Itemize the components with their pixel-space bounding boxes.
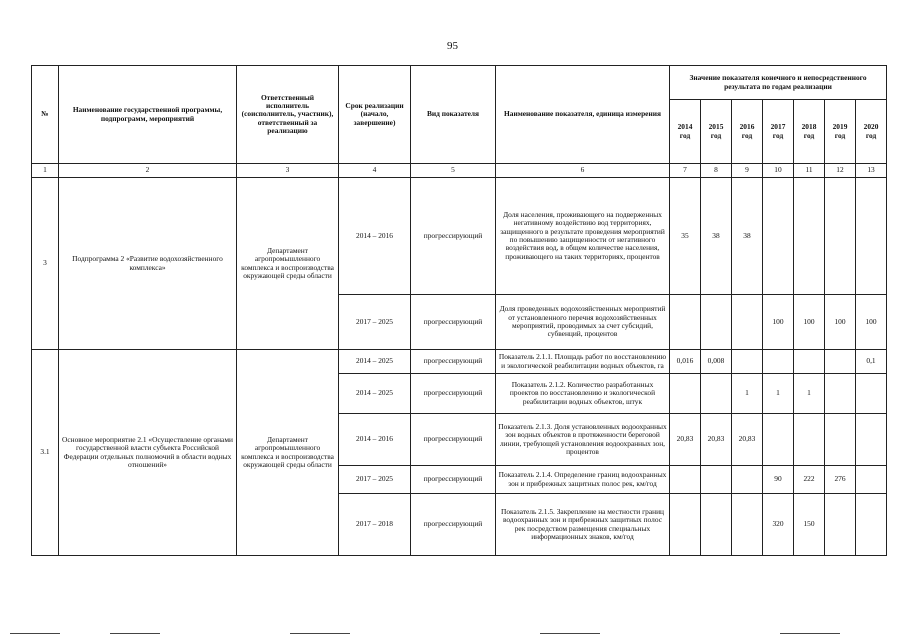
indicator-value bbox=[856, 494, 887, 556]
column-number: 4 bbox=[339, 164, 411, 178]
column-number: 8 bbox=[701, 164, 732, 178]
indicator-name: Показатель 2.1.2. Количество разработанных проектов по восстановлению и экологической реабилитации водных объектов, штук bbox=[496, 374, 670, 414]
indicator-value bbox=[794, 350, 825, 374]
indicator-value bbox=[794, 414, 825, 466]
indicator-name: Показатель 2.1.4. Определение границ водоохранных зон и прибрежных защитных полос рек, км/год bbox=[496, 466, 670, 494]
indicator-value bbox=[701, 295, 732, 350]
column-number: 9 bbox=[732, 164, 763, 178]
indicator-value bbox=[825, 374, 856, 414]
responsible-executor: Департамент агропромышленного комплекса и воспроизводства окружающей среды области bbox=[237, 178, 339, 350]
header-year: 2014 год bbox=[670, 100, 701, 164]
indicator-value bbox=[825, 350, 856, 374]
responsible-executor: Департамент агропромышленного комплекса и воспроизводства окружающей среды области bbox=[237, 350, 339, 556]
indicator-value: 1 bbox=[794, 374, 825, 414]
indicator-type: прогрессирующий bbox=[411, 350, 496, 374]
implementation-term: 2017 – 2018 bbox=[339, 494, 411, 556]
indicator-value bbox=[763, 178, 794, 295]
indicator-value: 150 bbox=[794, 494, 825, 556]
indicator-value: 20,83 bbox=[732, 414, 763, 466]
indicator-name: Показатель 2.1.1. Площадь работ по восстановлению и экологической реабилитации водных объектов, га bbox=[496, 350, 670, 374]
footer-rule bbox=[290, 633, 350, 634]
indicator-value: 100 bbox=[825, 295, 856, 350]
indicator-value bbox=[763, 350, 794, 374]
indicator-value: 0,008 bbox=[701, 350, 732, 374]
program-name: Основное мероприятие 2.1 «Осуществление органами государственной власти субъекта Российской Федерации отдельных полномочий в области водных отношений» bbox=[59, 350, 237, 556]
row-number: 3 bbox=[32, 178, 59, 350]
header-executor: Ответственный исполнитель (соисполнитель, участник), ответственный за реализацию bbox=[237, 66, 339, 164]
indicator-value bbox=[670, 295, 701, 350]
indicator-type: прогрессирующий bbox=[411, 178, 496, 295]
indicator-name: Доля проведенных водохозяйственных мероприятий от установленного перечня водохозяйственных мероприятий, проводимых за счет субсидий, субвенций, процентов bbox=[496, 295, 670, 350]
indicator-value bbox=[825, 178, 856, 295]
indicator-value bbox=[856, 178, 887, 295]
implementation-term: 2014 – 2025 bbox=[339, 350, 411, 374]
header-values-group: Значение показателя конечного и непосредственного результата по годам реализации bbox=[670, 66, 887, 100]
implementation-term: 2017 – 2025 bbox=[339, 466, 411, 494]
column-number: 2 bbox=[59, 164, 237, 178]
indicator-value bbox=[670, 374, 701, 414]
indicator-value: 20,83 bbox=[670, 414, 701, 466]
indicator-name: Показатель 2.1.3. Доля установленных водоохранных зон водных объектов в протяженности береговой линии, требующей установления водоохранных зон, процентов bbox=[496, 414, 670, 466]
header-name: Наименование государственной программы, подпрограмм, мероприятий bbox=[59, 66, 237, 164]
column-number: 10 bbox=[763, 164, 794, 178]
header-year: 2017 год bbox=[763, 100, 794, 164]
indicator-value bbox=[856, 414, 887, 466]
indicator-value bbox=[763, 414, 794, 466]
implementation-term: 2014 – 2025 bbox=[339, 374, 411, 414]
column-number: 3 bbox=[237, 164, 339, 178]
indicator-value bbox=[670, 494, 701, 556]
indicators-table bbox=[31, 65, 887, 556]
indicator-value: 35 bbox=[670, 178, 701, 295]
footer-rule bbox=[780, 633, 840, 634]
indicator-value bbox=[701, 466, 732, 494]
indicator-type: прогрессирующий bbox=[411, 414, 496, 466]
column-number: 11 bbox=[794, 164, 825, 178]
column-number: 13 bbox=[856, 164, 887, 178]
table-row bbox=[32, 350, 887, 374]
indicator-value bbox=[825, 414, 856, 466]
indicator-name: Показатель 2.1.5. Закрепление на местности границ водоохранных зон и прибрежных защитных полос рек посредством размещения специальных информационных знаков, км/год bbox=[496, 494, 670, 556]
header-year: 2018 год bbox=[794, 100, 825, 164]
column-number: 7 bbox=[670, 164, 701, 178]
indicator-value bbox=[732, 350, 763, 374]
page-number: 95 bbox=[447, 40, 458, 52]
indicator-value: 38 bbox=[701, 178, 732, 295]
indicator-value: 100 bbox=[763, 295, 794, 350]
header-indicator-name: Наименование показателя, единица измерения bbox=[496, 66, 670, 164]
footer-rule bbox=[10, 633, 60, 634]
indicator-type: прогрессирующий bbox=[411, 466, 496, 494]
indicator-name: Доля населения, проживающего на подверженных негативному воздействию вод территориях, защищенного в результате проведения мероприятий по повышению защищенности от негативного воздействия вод, в общем количестве населения, проживающего на таких территориях, процентов bbox=[496, 178, 670, 295]
implementation-term: 2014 – 2016 bbox=[339, 178, 411, 295]
column-number: 5 bbox=[411, 164, 496, 178]
column-number: 1 bbox=[32, 164, 59, 178]
indicator-value bbox=[856, 466, 887, 494]
indicator-value: 100 bbox=[856, 295, 887, 350]
program-name: Подпрограмма 2 «Развитие водохозяйственного комплекса» bbox=[59, 178, 237, 350]
header-year: 2015 год bbox=[701, 100, 732, 164]
indicator-value: 222 bbox=[794, 466, 825, 494]
indicator-value bbox=[794, 178, 825, 295]
indicator-value: 90 bbox=[763, 466, 794, 494]
indicator-value: 276 bbox=[825, 466, 856, 494]
indicator-value: 20,83 bbox=[701, 414, 732, 466]
indicator-type: прогрессирующий bbox=[411, 295, 496, 350]
indicator-value bbox=[670, 466, 701, 494]
row-number: 3.1 bbox=[32, 350, 59, 556]
indicator-value: 100 bbox=[794, 295, 825, 350]
indicator-value: 0,016 bbox=[670, 350, 701, 374]
table-row bbox=[32, 178, 887, 295]
indicator-value bbox=[701, 494, 732, 556]
header-indicator-type: Вид показателя bbox=[411, 66, 496, 164]
header-term: Срок реализации (начало, завершение) bbox=[339, 66, 411, 164]
header-year: 2020 год bbox=[856, 100, 887, 164]
indicator-value bbox=[701, 374, 732, 414]
indicator-value bbox=[732, 494, 763, 556]
indicator-value: 0,1 bbox=[856, 350, 887, 374]
header-year: 2019 год bbox=[825, 100, 856, 164]
indicator-value bbox=[732, 295, 763, 350]
indicator-value bbox=[825, 494, 856, 556]
implementation-term: 2014 – 2016 bbox=[339, 414, 411, 466]
indicator-type: прогрессирующий bbox=[411, 494, 496, 556]
indicator-value bbox=[856, 374, 887, 414]
footer-rule bbox=[540, 633, 600, 634]
header-num: № bbox=[32, 66, 59, 164]
column-number: 6 bbox=[496, 164, 670, 178]
header-year: 2016 год bbox=[732, 100, 763, 164]
indicator-type: прогрессирующий bbox=[411, 374, 496, 414]
indicator-value: 38 bbox=[732, 178, 763, 295]
indicator-value: 320 bbox=[763, 494, 794, 556]
indicator-value: 1 bbox=[732, 374, 763, 414]
implementation-term: 2017 – 2025 bbox=[339, 295, 411, 350]
column-number: 12 bbox=[825, 164, 856, 178]
indicator-value bbox=[732, 466, 763, 494]
indicator-value: 1 bbox=[763, 374, 794, 414]
footer-rule bbox=[110, 633, 160, 634]
